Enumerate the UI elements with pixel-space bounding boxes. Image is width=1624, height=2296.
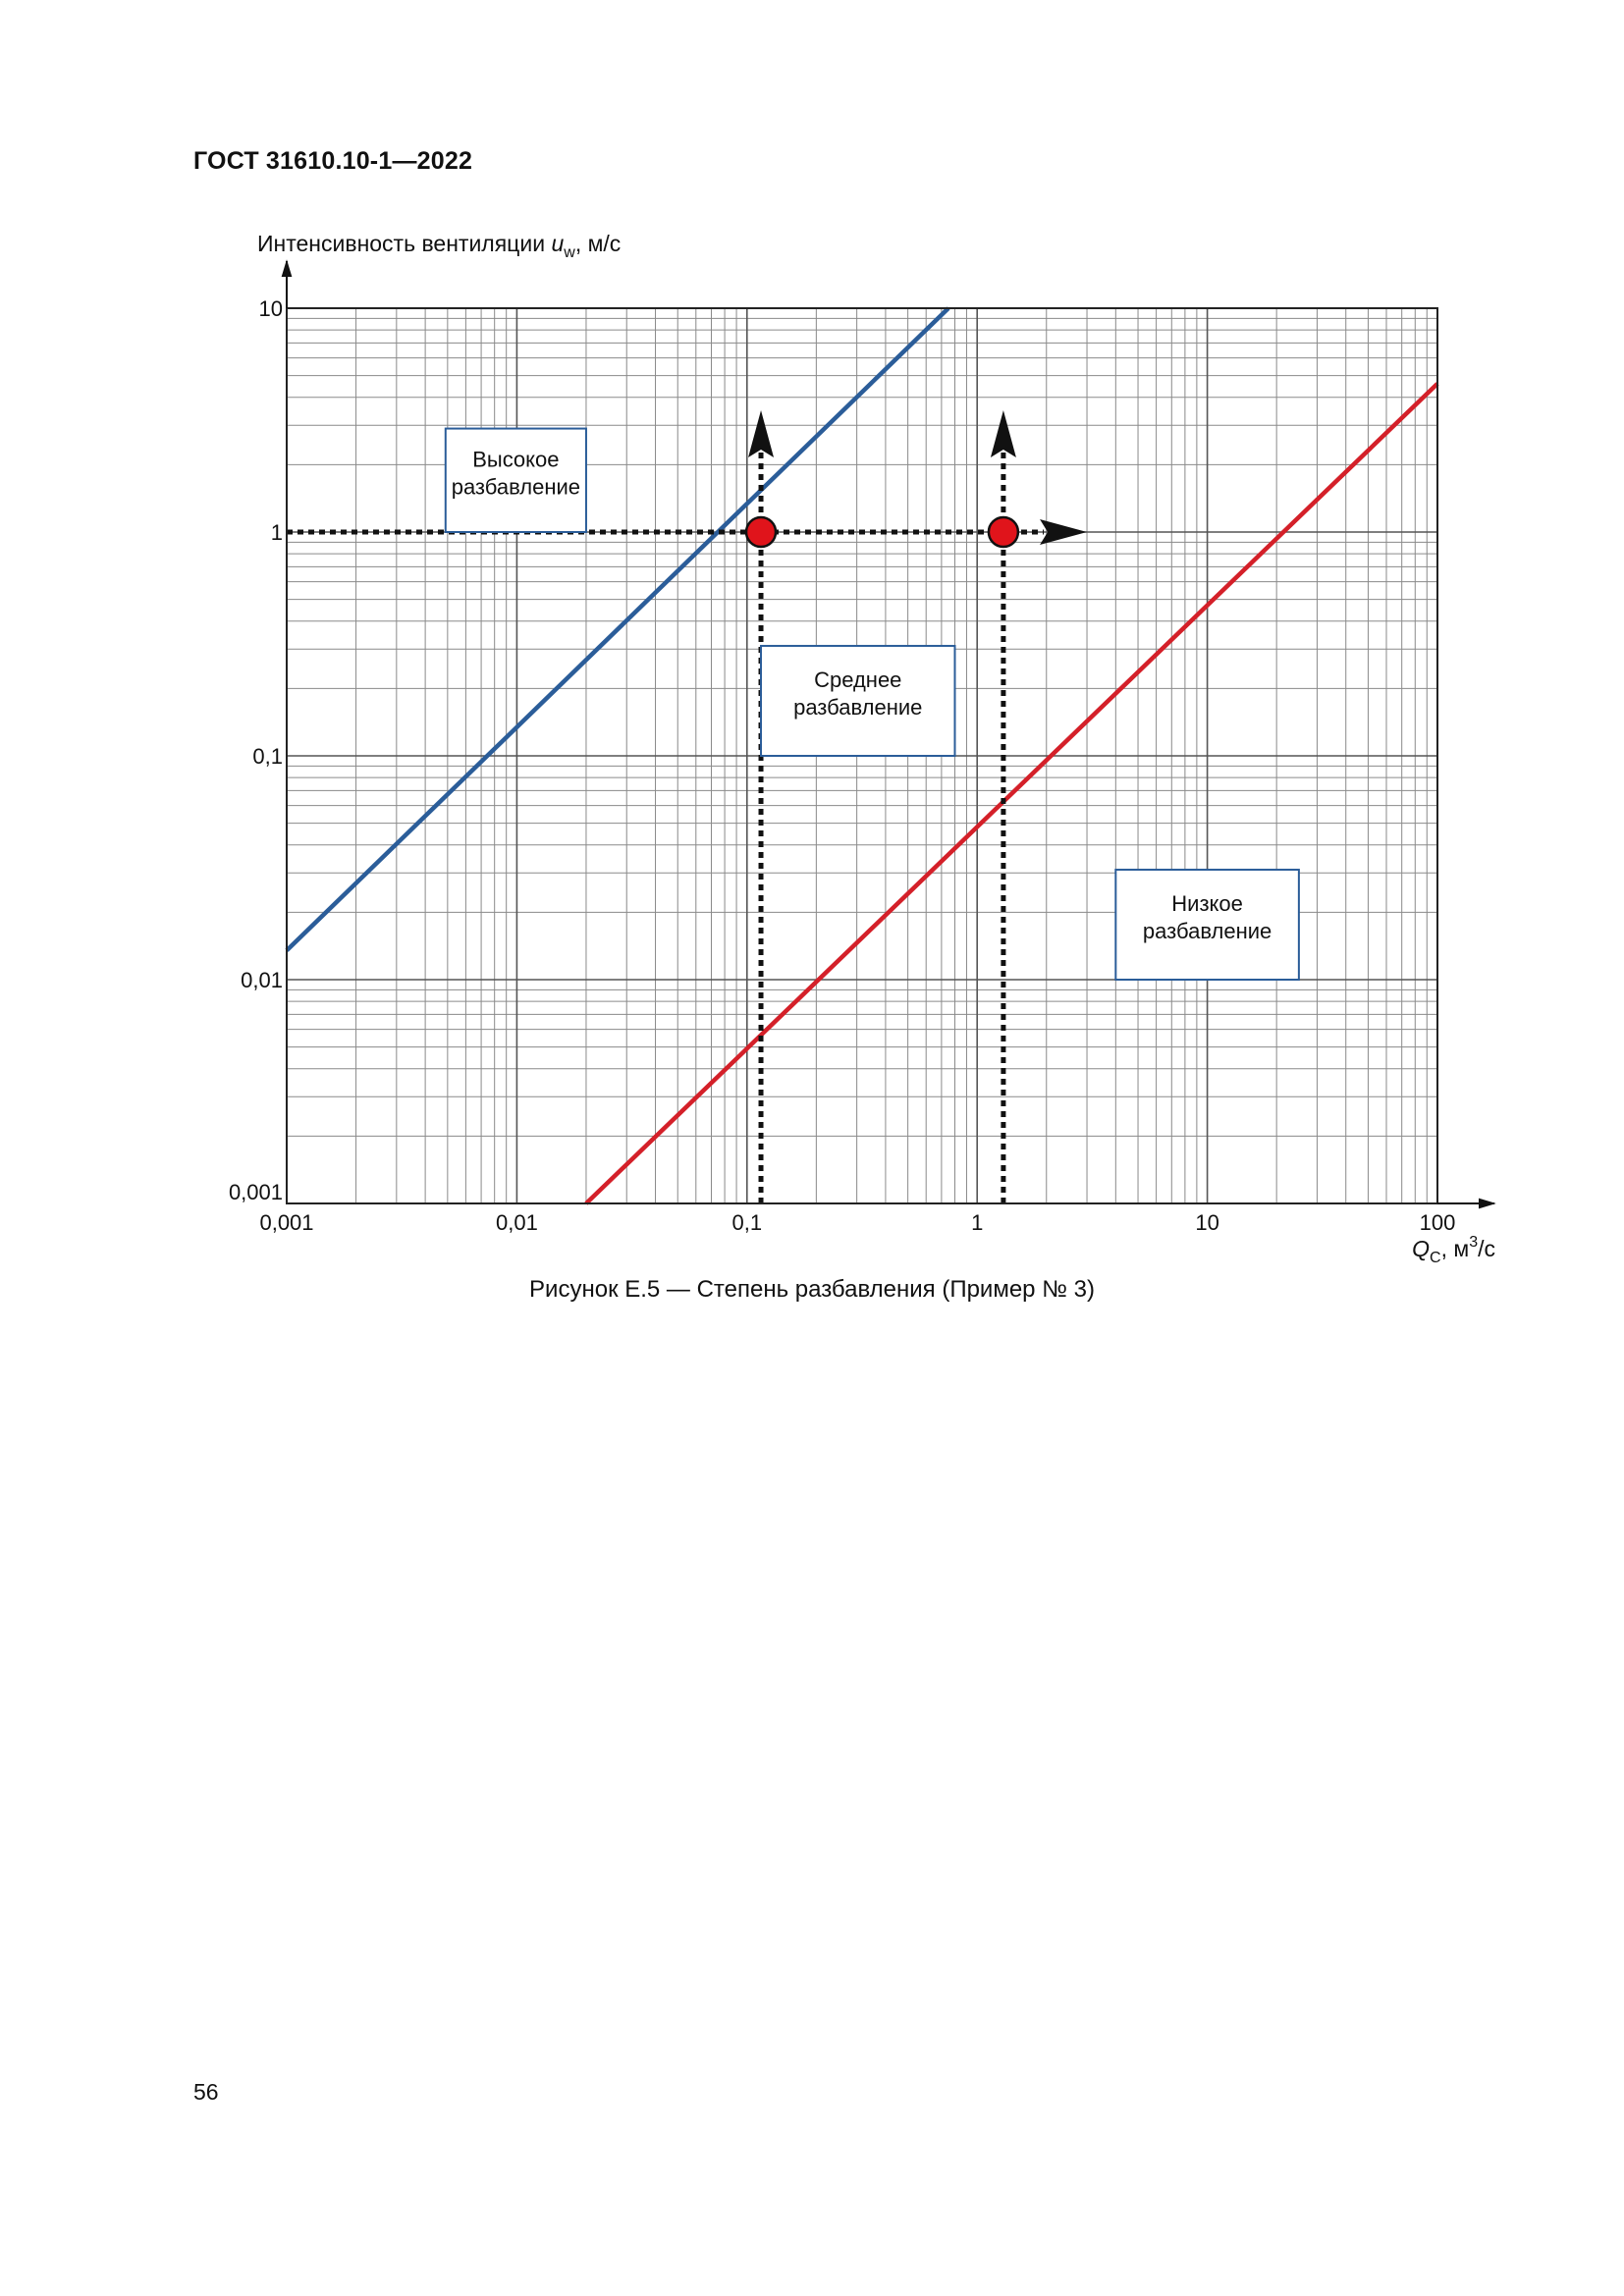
y-tick-label: 0,01 [241, 968, 283, 992]
y-tick-label: 10 [258, 296, 283, 321]
x-tick-label: 0,1 [731, 1210, 763, 1235]
x-tick-label: 100 [1419, 1210, 1456, 1235]
x-tick-label: 10 [1195, 1210, 1219, 1235]
data-point-2 [989, 517, 1018, 547]
page-number: 56 [193, 2079, 219, 2105]
x-tick-label: 0,01 [495, 1210, 538, 1235]
y-axis-label-sub: w [564, 244, 575, 261]
regions-layer [446, 429, 1299, 980]
x-axis-label-var: Q [1412, 1236, 1431, 1261]
x-axis-label-unit-prefix: , м [1440, 1236, 1470, 1261]
x-axis-label-sup: 3 [1469, 1234, 1479, 1251]
region-label-2-line-1: Среднее [814, 667, 902, 692]
x-tick-label: 1 [971, 1210, 984, 1235]
y-axis-label-text: Интенсивность вентиляции [257, 231, 552, 256]
y-tick-label: 1 [270, 520, 283, 545]
x-axis-label-sub: C [1430, 1250, 1441, 1266]
y-tick-label: 0,1 [252, 744, 283, 769]
y-tick-label: 0,001 [228, 1180, 283, 1204]
y-axis-label [257, 231, 621, 261]
region-label-3-line-1: Низкое [1171, 890, 1243, 916]
series-line-red [586, 384, 1437, 1203]
document-header: ГОСТ 31610.10-1—2022 [193, 147, 473, 175]
region-label-3-line-2: разбавление [1142, 918, 1272, 943]
y-axis-label-unit: , м/с [574, 231, 622, 256]
x-axis-label [1412, 1234, 1495, 1266]
y-axis-label-var: u [551, 231, 565, 256]
data-point-1 [746, 517, 776, 547]
x-axis-label-unit-suffix: /с [1478, 1236, 1495, 1261]
figure-caption: Рисунок Е.5 — Степень разбавления (Пример № 3) [529, 1276, 1095, 1303]
region-label-1-line-2: разбавление [451, 474, 581, 500]
guide-vertical-arrowhead-2 [991, 410, 1016, 457]
guide-vertical-arrowhead-1 [748, 410, 774, 457]
region-label-1-line-1: Высокое [472, 447, 560, 472]
x-tick-label: 0,001 [259, 1210, 314, 1235]
series-line-blue [287, 308, 948, 950]
region-label-2-line-2: разбавление [793, 694, 923, 720]
